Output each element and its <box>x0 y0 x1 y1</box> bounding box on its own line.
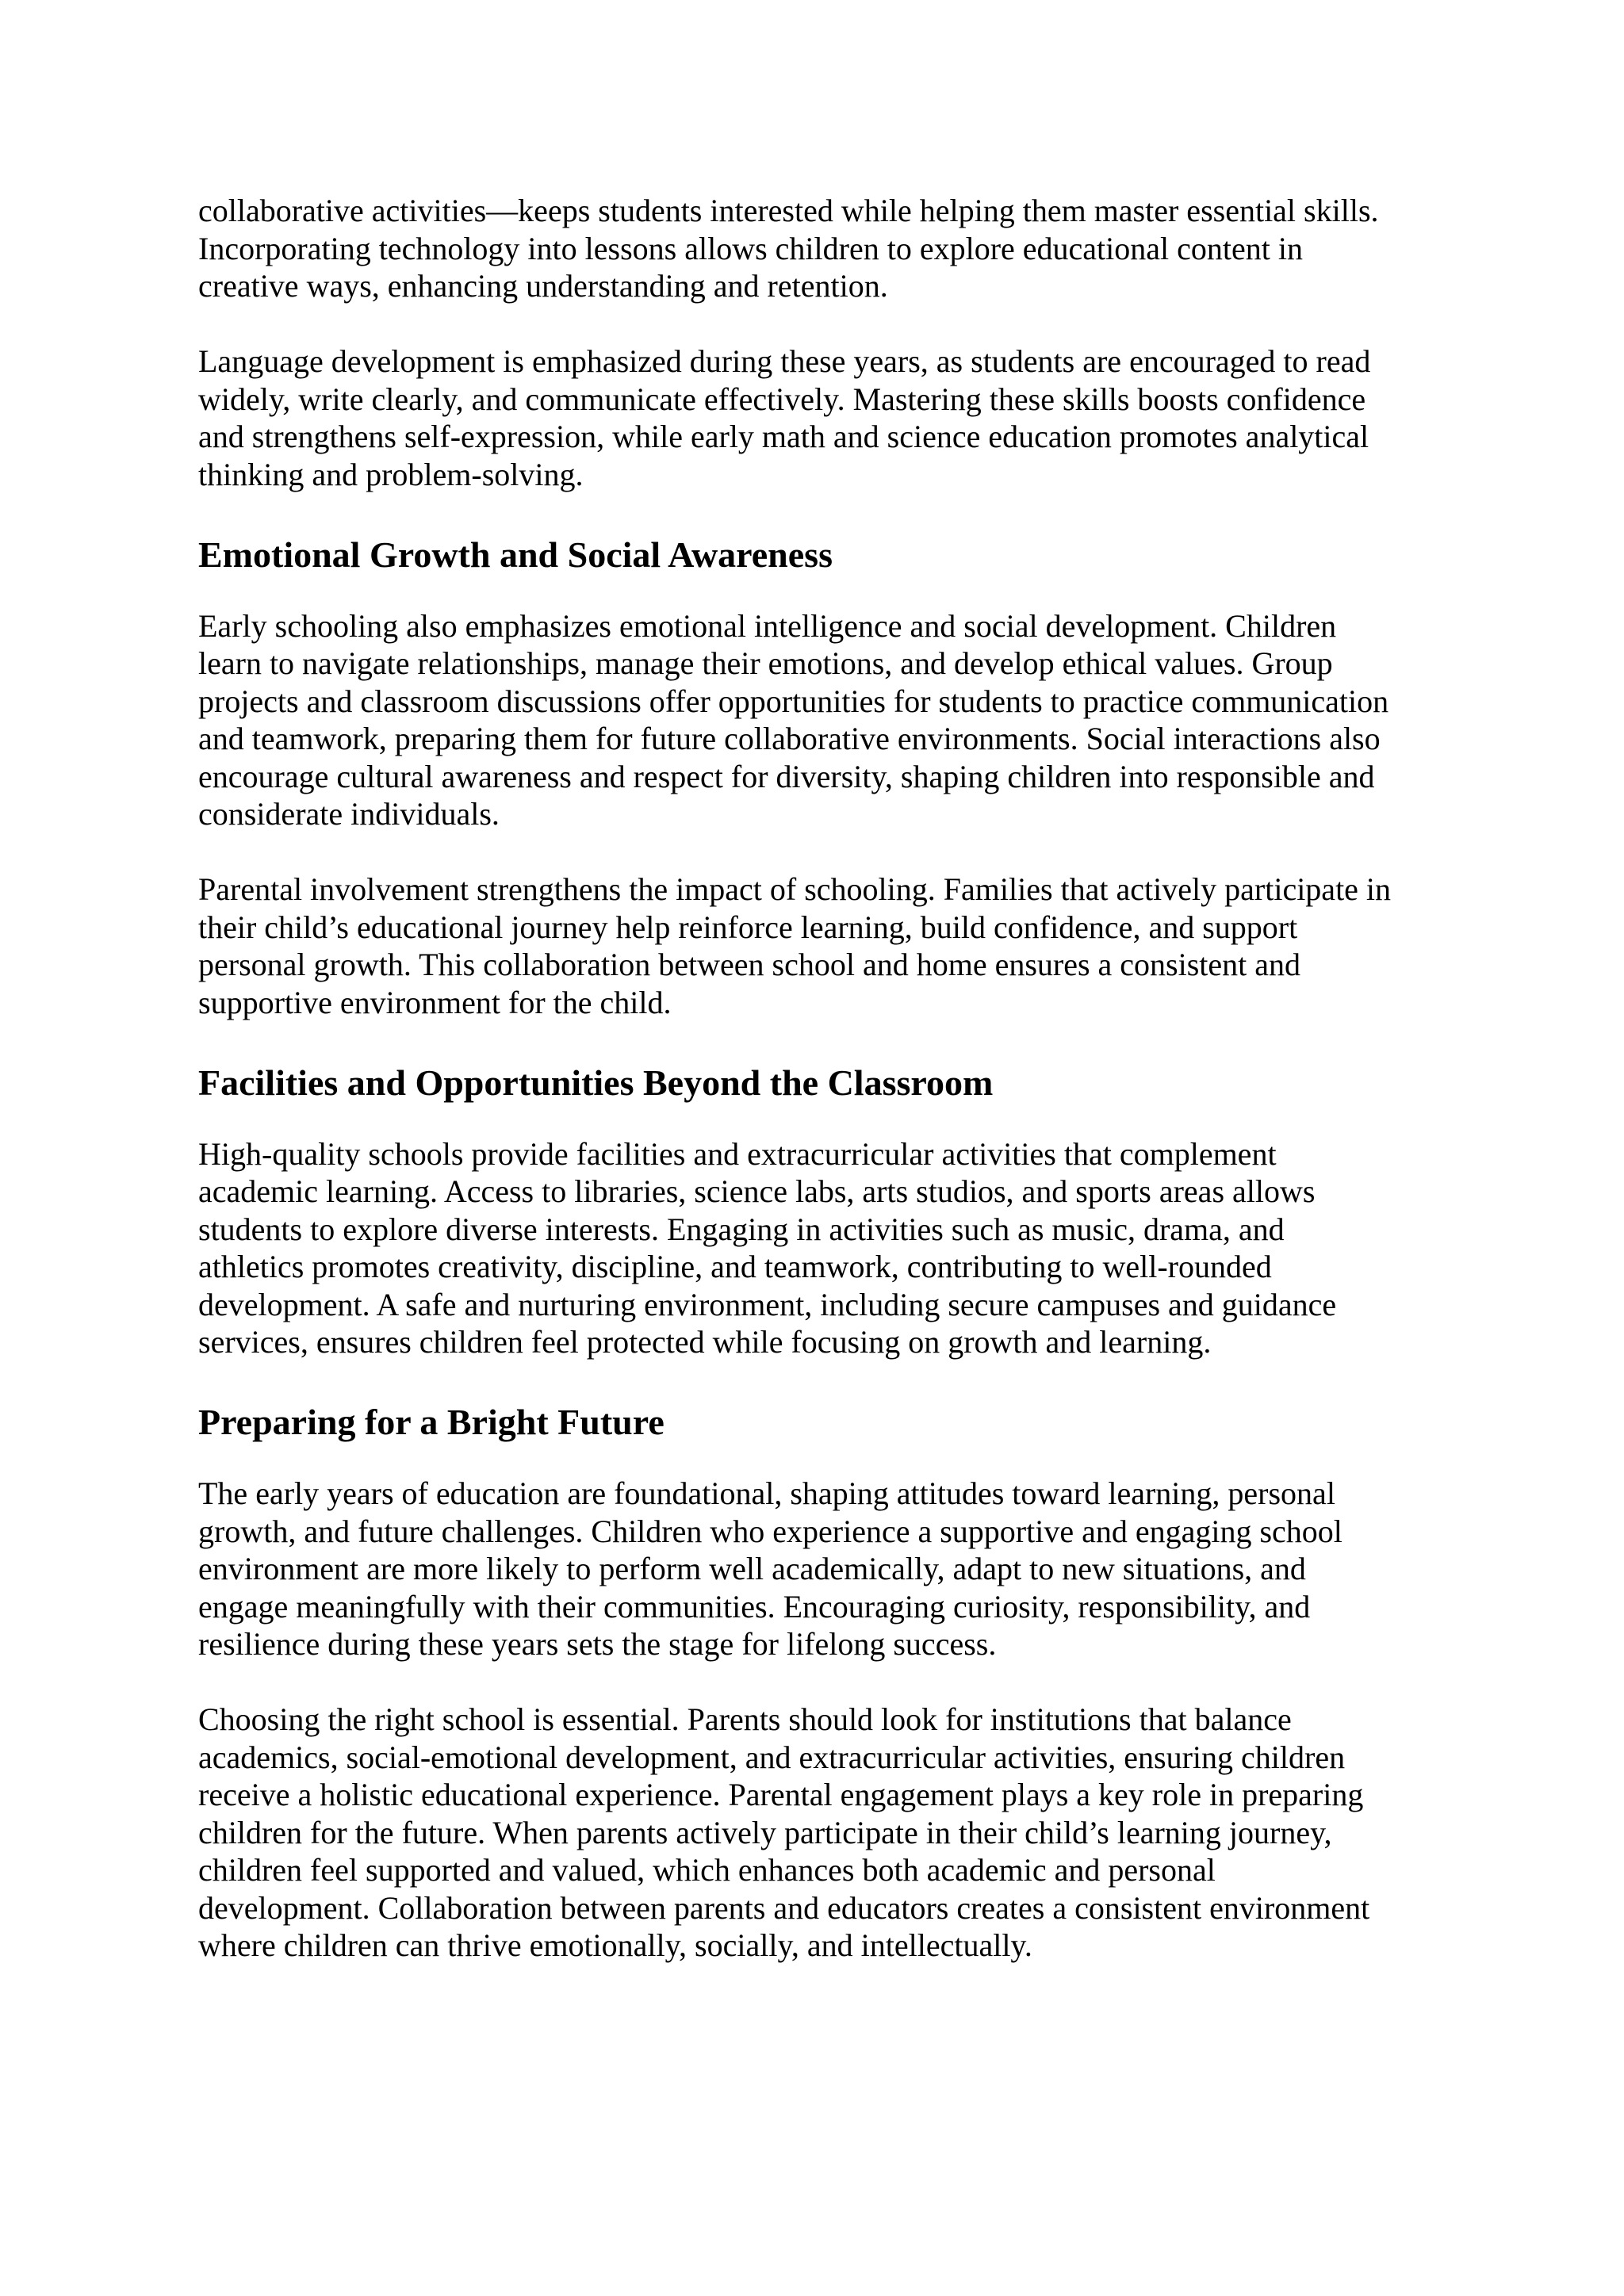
body-paragraph: collaborative activities—keeps students interested while helping them master essential skills. Incorporating technology into lessons allows children to explore educational content in creative ways, enhancing understanding and retention. <box>198 193 1379 304</box>
body-paragraph: Choosing the right school is essential. Parents should look for institutions that balance academics, social-emotional development, and extracurricular activities, ensuring children receive a holistic educational experience. Parental engagement plays a key role in preparing children for the future. When parents actively participate in their child’s learning journey, children feel supported and valued, which enhances both academic and personal development. Collaboration between parents and educators creates a consistent environment where children can thrive emotionally, socially, and intellectually. <box>198 1701 1370 1963</box>
section-heading: Facilities and Opportunities Beyond the Classroom <box>198 1062 994 1103</box>
section-heading: Preparing for a Bright Future <box>198 1402 665 1442</box>
body-paragraph: Parental involvement strengthens the impact of schooling. Families that actively participate in their child’s educational journey help reinforce learning, build confidence, and support personal growth. This collaboration between school and home ensures a consistent and supportive environment for the child. <box>198 871 1392 1020</box>
body-paragraph: Language development is emphasized during these years, as students are encouraged to read widely, write clearly, and communicate effectively. Mastering these skills boosts confidence and strengthens self-expression, while early math and science education promotes analytical thinking and problem-solving. <box>198 343 1371 492</box>
section-heading: Emotional Growth and Social Awareness <box>198 534 833 575</box>
document-body <box>198 192 1451 2002</box>
body-paragraph: The early years of education are foundational, shaping attitudes toward learning, personal growth, and future challenges. Children who experience a supportive and engaging school environment are more likely to perform well academically, adapt to new situations, and engage meaningfully with their communities. Encouraging curiosity, responsibility, and resilience during these years sets the stage for lifelong success. <box>198 1475 1342 1662</box>
body-paragraph: Early schooling also emphasizes emotional intelligence and social development. Children learn to navigate relationships, manage their emotions, and develop ethical values. Group projects and classroom discussions offer opportunities for students to practice communication and teamwork, preparing them for future collaborative environments. Social interactions also encourage cultural awareness and respect for diversity, shaping children into responsible and considerate individuals. <box>198 607 1389 832</box>
body-paragraph: High-quality schools provide facilities and extracurricular activities that complement academic learning. Access to libraries, science labs, arts studios, and sports areas allows students to explore diverse interests. Engaging in activities such as music, drama, and athletics promotes creativity, discipline, and teamwork, contributing to well-rounded development. A safe and nurturing environment, including secure campuses and guidance services, ensures children feel protected while focusing on growth and learning. <box>198 1135 1337 1360</box>
